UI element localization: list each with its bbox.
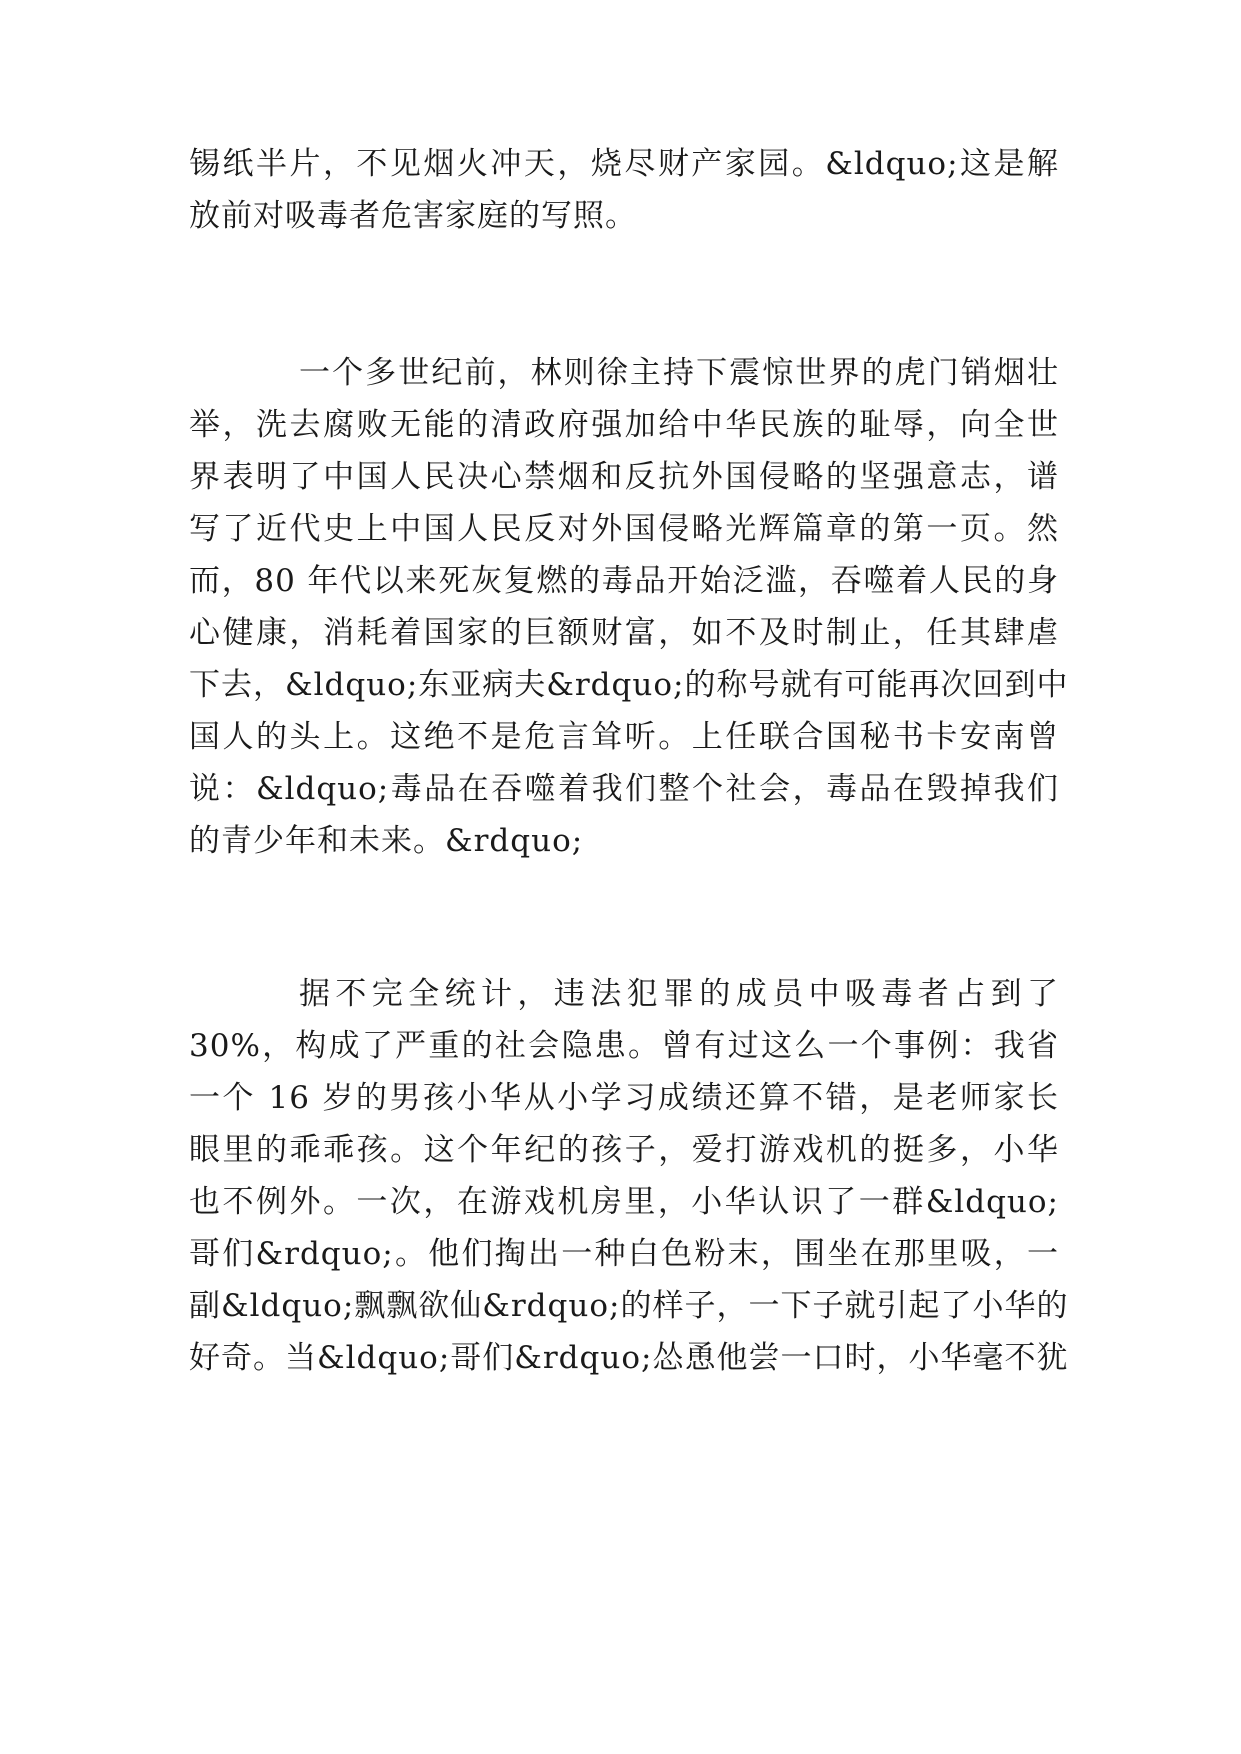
paragraph-2-line-9: 说：&ldquo;毒品在吞噬着我们整个社会，毒品在毁掉我们 xyxy=(189,771,1059,807)
paragraph-3-line-3: 一个 16 岁的男孩小华从小学习成绩还算不错，是老师家长 xyxy=(189,1080,1059,1116)
paragraph-3-line-2: 30%，构成了严重的社会隐患。曾有过这么一个事例：我省 xyxy=(189,1028,1059,1064)
paragraph-2-line-7: 下去，&ldquo;东亚病夫&rdquo;的称号就有可能再次回到中 xyxy=(189,667,1069,703)
paragraph-2-line-5: 而，80 年代以来死灰复燃的毒品开始泛滥，吞噬着人民的身 xyxy=(189,563,1059,599)
paragraph-2-line-6: 心健康，消耗着国家的巨额财富，如不及时制止，任其肆虐 xyxy=(189,615,1059,651)
paragraph-3-line-1: 据不完全统计，违法犯罪的成员中吸毒者占到了 xyxy=(299,976,1059,1012)
paragraph-2-line-10: 的青少年和未来。&rdquo; xyxy=(189,823,584,859)
paragraph-2-line-2: 举，洗去腐败无能的清政府强加给中华民族的耻辱，向全世 xyxy=(189,407,1059,443)
paragraph-3-line-4: 眼里的乖乖孩。这个年纪的孩子，爱打游戏机的挺多，小华 xyxy=(189,1132,1059,1168)
paragraph-3-line-8: 好奇。当&ldquo;哥们&rdquo;怂恿他尝一口时，小华毫不犹 xyxy=(189,1340,1069,1376)
paragraph-2-line-1: 一个多世纪前，林则徐主持下震惊世界的虎门销烟壮 xyxy=(299,355,1059,391)
paragraph-1-line-2: 放前对吸毒者危害家庭的写照。 xyxy=(189,198,637,234)
paragraph-3-line-5: 也不例外。一次，在游戏机房里，小华认识了一群&ldquo; xyxy=(189,1184,1059,1220)
paragraph-3-line-6: 哥们&rdquo;。他们掏出一种白色粉末，围坐在那里吸，一 xyxy=(189,1236,1059,1272)
paragraph-2-line-8: 国人的头上。这绝不是危言耸听。上任联合国秘书卡安南曾 xyxy=(189,719,1059,755)
paragraph-2-line-4: 写了近代史上中国人民反对外国侵略光辉篇章的第一页。然 xyxy=(189,511,1059,547)
paragraph-3-line-7: 副&ldquo;飘飘欲仙&rdquo;的样子，一下子就引起了小华的 xyxy=(189,1288,1069,1324)
paragraph-2-line-3: 界表明了中国人民决心禁烟和反抗外国侵略的坚强意志，谱 xyxy=(189,459,1059,495)
paragraph-1-line-1: 锡纸半片，不见烟火冲天，烧尽财产家园。&ldquo;这是解 xyxy=(189,146,1059,182)
